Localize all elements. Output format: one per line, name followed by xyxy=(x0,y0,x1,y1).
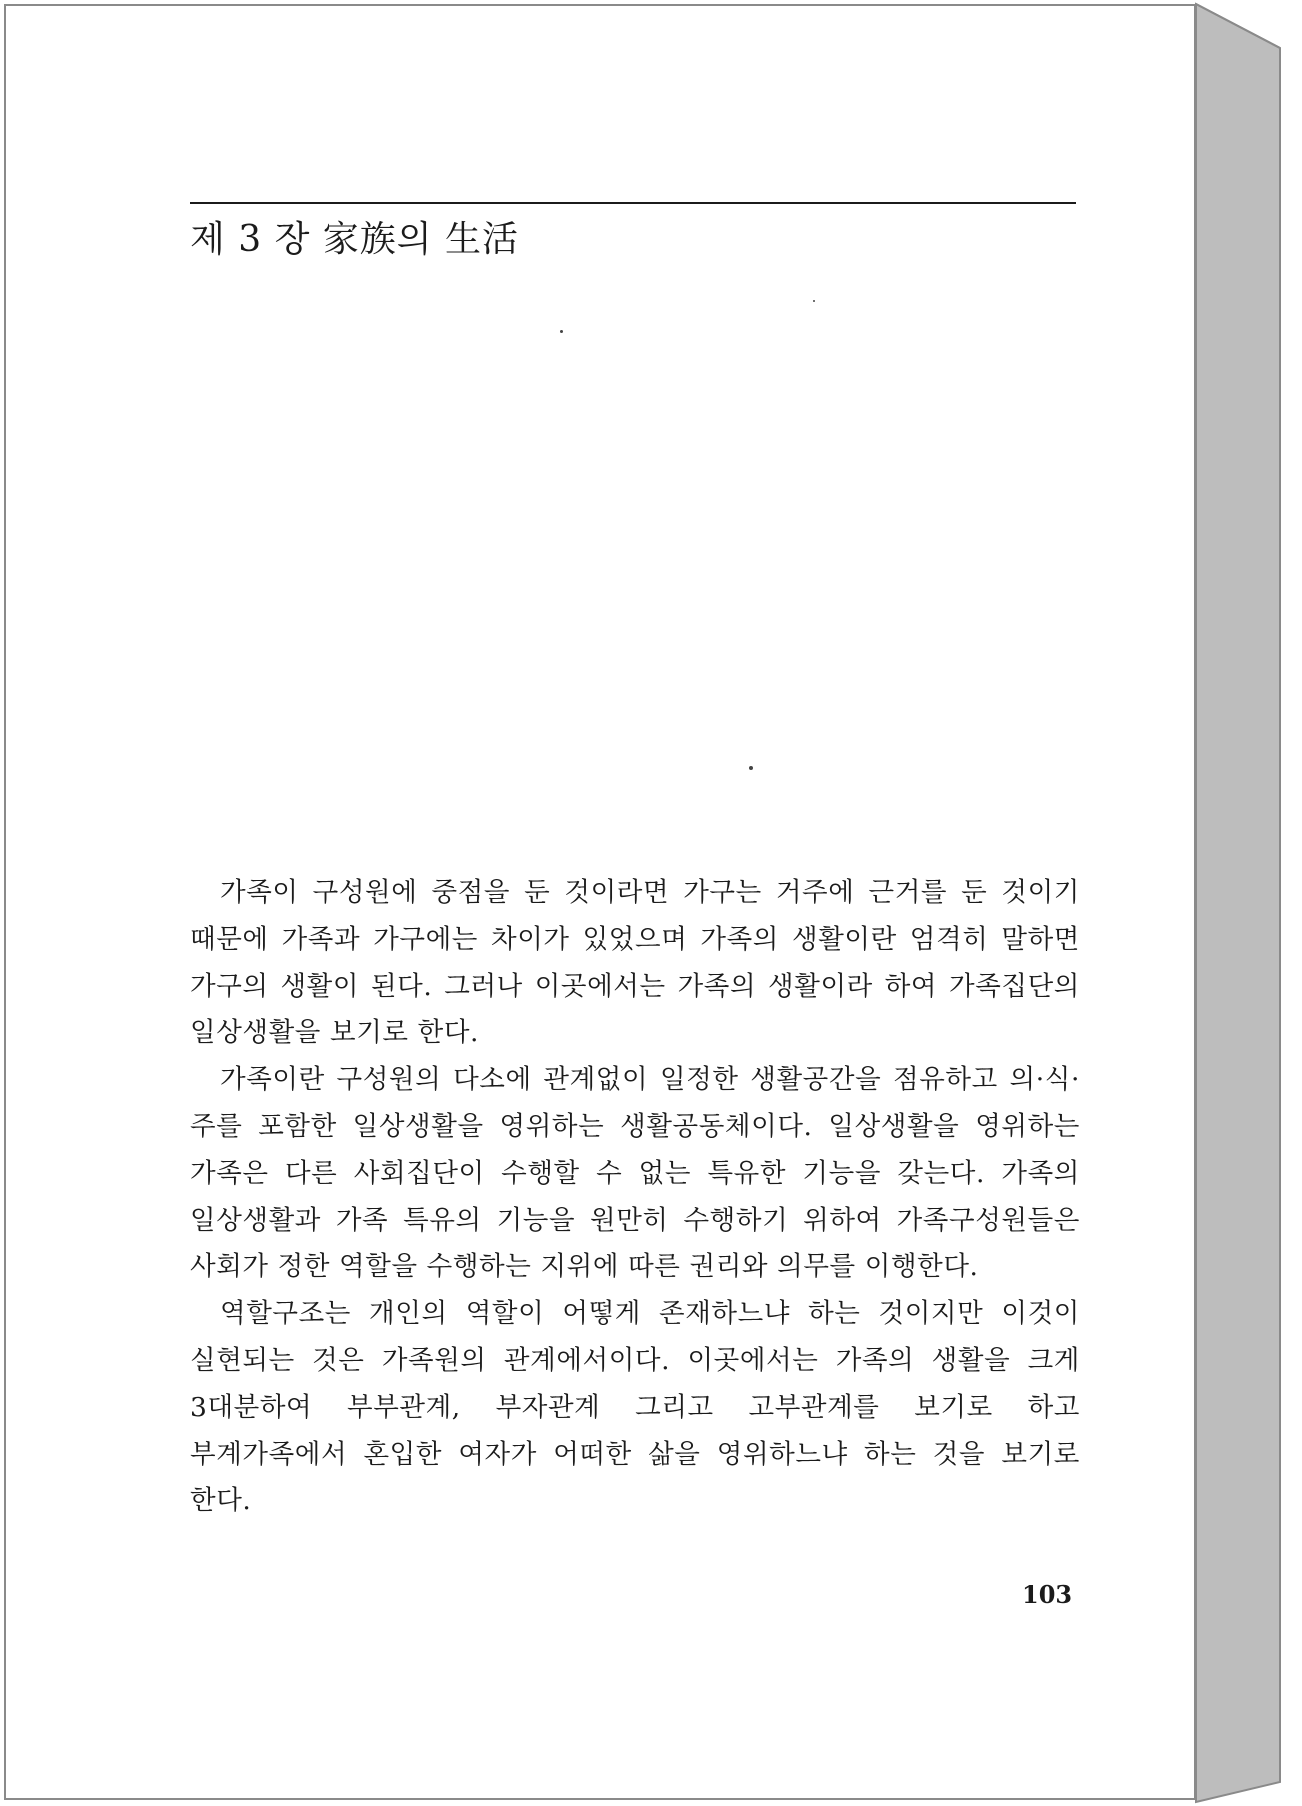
paragraph: 가족이란 구성원의 다소에 관계없이 일정한 생활공간을 점유하고 의·식·주를 포함한 일상생활을 영위하는 생활공동체이다. 일상생활을 영위하는 가족은 다른 사회집단이 수행할 수 없는 특유한 기능을 갖는다. 가족의 일상생활과 가족 특유의 기능을 원만히 수행하기 위하여 가족구성원들은 사회가 정한 역할을 수행하는 지위에 따른 권리와 의무를 이행한다. xyxy=(190,1064,1080,1283)
scan-speck xyxy=(813,300,815,302)
scan-speck xyxy=(560,330,563,333)
paragraph: 가족이 구성원에 중점을 둔 것이라면 가구는 거주에 근거를 둔 것이기 때문에 가족과 가구에는 차이가 있었으며 가족의 생활이란 엄격히 말하면 가구의 생활이 된다. 그러나 이곳에서는 가족의 생활이라 하여 가족집단의 일상생활을 보기로 한다. xyxy=(190,877,1080,1049)
header-rule xyxy=(190,202,1076,204)
scan-speck xyxy=(749,766,753,770)
book-page xyxy=(4,4,1196,1800)
paragraph: 역할구조는 개인의 역할이 어떻게 존재하느냐 하는 것이지만 이것이 실현되는 것은 가족원의 관계에서이다. 이곳에서는 가족의 생활을 크게 3대분하여 부부관계, 부자관계 그리고 고부관계를 보기로 하고 부계가족에서 혼입한 여자가 어떠한 삶을 영위하느냐 하는 것을 보기로 한다. xyxy=(190,1298,1080,1517)
chapter-title: 제 3 장 家族의 生活 xyxy=(190,219,520,260)
page-number: 103 xyxy=(1022,1580,1073,1609)
body-text xyxy=(190,870,1080,1525)
